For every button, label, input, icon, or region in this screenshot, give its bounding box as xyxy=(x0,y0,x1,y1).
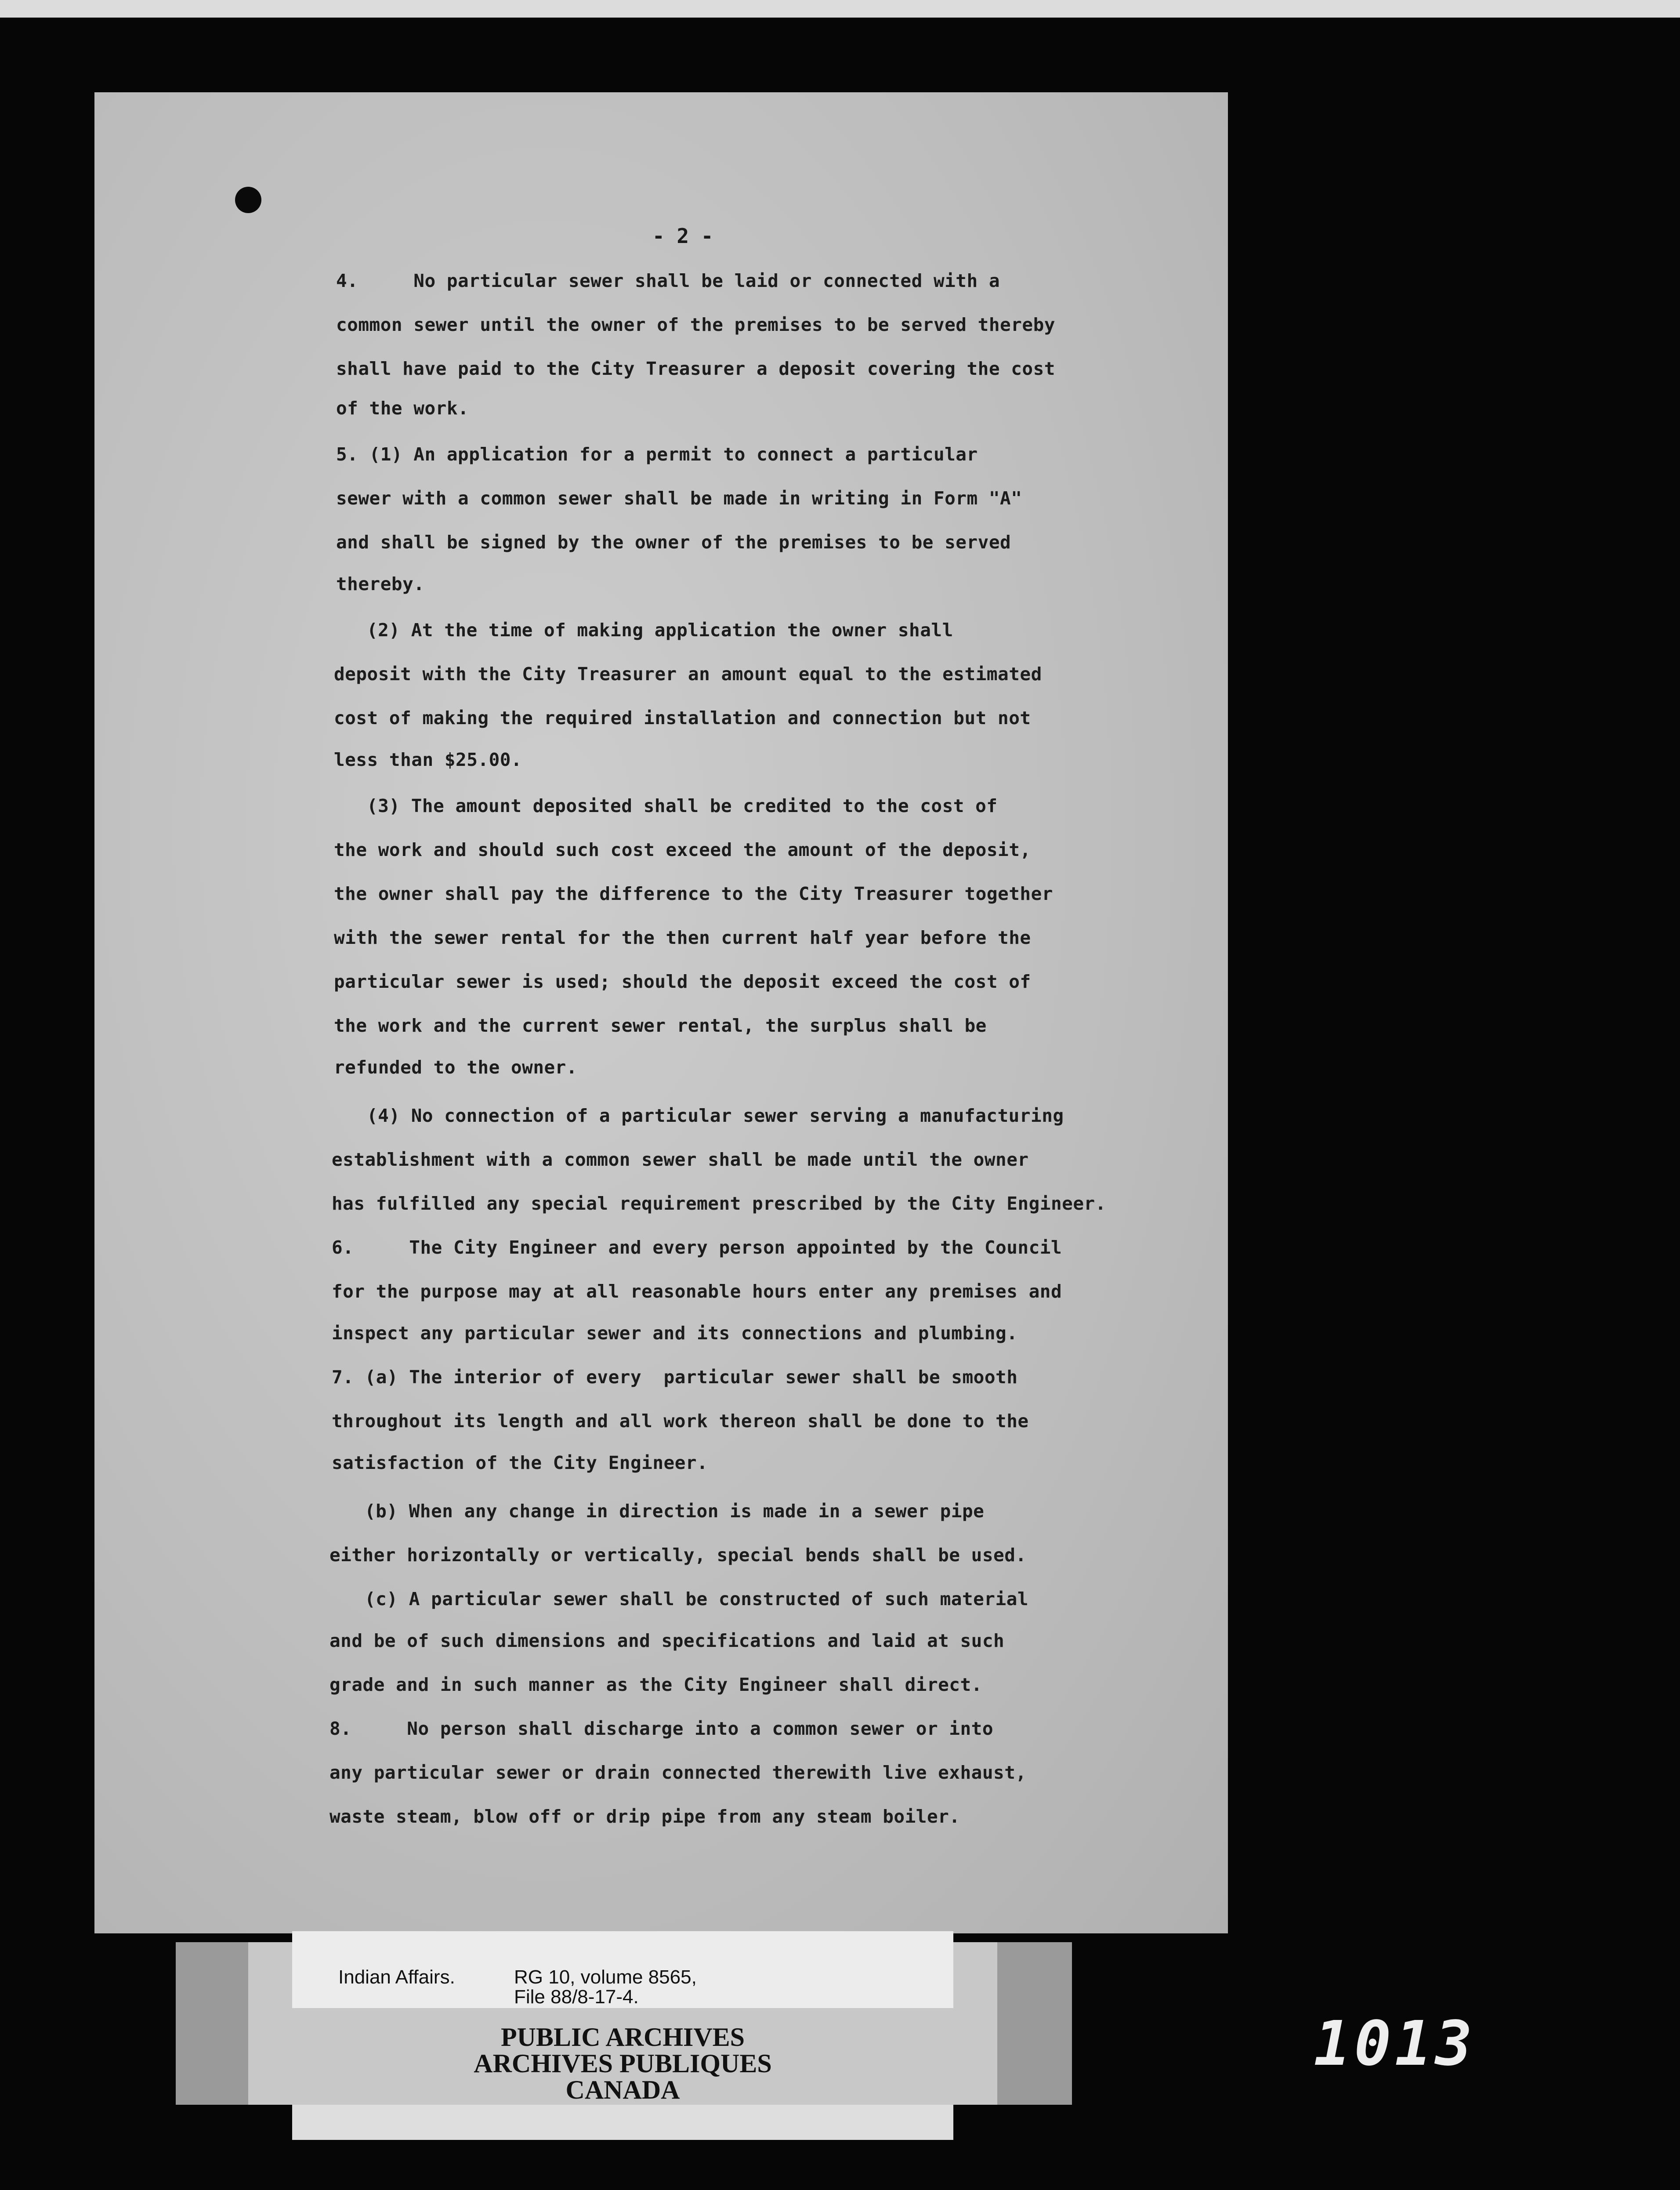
text-line: 4. No particular sewer shall be laid or connected with a xyxy=(336,270,1000,291)
archive-label xyxy=(292,1931,953,2008)
text-line: common sewer until the owner of the premises to be served thereby xyxy=(336,314,1055,335)
text-line: the work and should such cost exceed the amount of the deposit, xyxy=(334,839,1031,860)
text-line: has fulfilled any special requirement prescribed by the City Engineer. xyxy=(332,1193,1106,1214)
text-line: 8. No person shall discharge into a common sewer or into xyxy=(329,1718,994,1739)
text-line: shall have paid to the City Treasurer a deposit covering the cost xyxy=(336,358,1055,379)
text-line: inspect any particular sewer and its connections and plumbing. xyxy=(332,1323,1018,1344)
text-line: (c) A particular sewer shall be constructed of such material xyxy=(365,1588,1029,1610)
text-line: for the purpose may at all reasonable hours enter any premises and xyxy=(332,1281,1062,1302)
punch-hole xyxy=(235,187,261,213)
text-line: (3) The amount deposited shall be credited to the cost of xyxy=(367,795,998,816)
text-line: refunded to the owner. xyxy=(334,1057,578,1078)
text-line: with the sewer rental for the then current half year before the xyxy=(334,927,1031,948)
archive-file: File 88/8-17-4. xyxy=(514,1986,639,2008)
text-line: 7. (a) The interior of every particular sewer shall be smooth xyxy=(332,1367,1018,1388)
text-line: 6. The City Engineer and every person appointed by the Council xyxy=(332,1237,1062,1258)
text-line: establishment with a common sewer shall be made until the owner xyxy=(332,1149,1029,1170)
page-number: - 2 - xyxy=(652,224,713,248)
film-top-edge xyxy=(0,0,1680,18)
text-line: either horizontally or vertically, special bends shall be used. xyxy=(329,1545,1027,1566)
text-line: (4) No connection of a particular sewer serving a manufacturing xyxy=(367,1105,1064,1126)
text-line: sewer with a common sewer shall be made in writing in Form "A" xyxy=(336,488,1022,509)
text-line: any particular sewer or drain connected therewith live exhaust, xyxy=(329,1762,1027,1783)
text-line: particular sewer is used; should the deposit exceed the cost of xyxy=(334,971,1031,992)
text-line: the work and the current sewer rental, the surplus shall be xyxy=(334,1015,987,1036)
film-bottom-strip xyxy=(292,2105,953,2140)
archive-stamp-line: CANADA xyxy=(565,2075,680,2104)
archive-stamp-line: PUBLIC ARCHIVES xyxy=(500,2023,745,2052)
text-line: waste steam, blow off or drip pipe from any steam boiler. xyxy=(329,1806,960,1827)
text-line: and shall be signed by the owner of the premises to be served xyxy=(336,532,1011,553)
document-page xyxy=(94,92,1228,1933)
text-line: thereby. xyxy=(336,573,425,595)
archive-department: Indian Affairs. xyxy=(338,1966,455,1988)
text-line: deposit with the City Treasurer an amount equal to the estimated xyxy=(334,664,1042,685)
text-line: satisfaction of the City Engineer. xyxy=(332,1452,708,1473)
text-line: throughout its length and all work thereon shall be done to the xyxy=(332,1410,1029,1432)
archive-stamp-line: ARCHIVES PUBLIQUES xyxy=(474,2049,772,2078)
frame-number: 1013 xyxy=(1314,2008,1476,2080)
archive-record-group: RG 10, volume 8565, xyxy=(514,1966,697,1988)
text-line: the owner shall pay the difference to the City Treasurer together xyxy=(334,883,1053,904)
text-line: cost of making the required installation and connection but not xyxy=(334,707,1031,729)
text-line: of the work. xyxy=(336,398,469,419)
text-line: grade and in such manner as the City Engineer shall direct. xyxy=(329,1674,982,1695)
text-line: (2) At the time of making application the owner shall xyxy=(367,620,953,641)
text-line: (b) When any change in direction is made in a sewer pipe xyxy=(365,1501,985,1522)
text-line: 5. (1) An application for a permit to connect a particular xyxy=(336,444,978,465)
text-line: less than $25.00. xyxy=(334,749,522,770)
text-line: and be of such dimensions and specifications and laid at such xyxy=(329,1630,1005,1651)
